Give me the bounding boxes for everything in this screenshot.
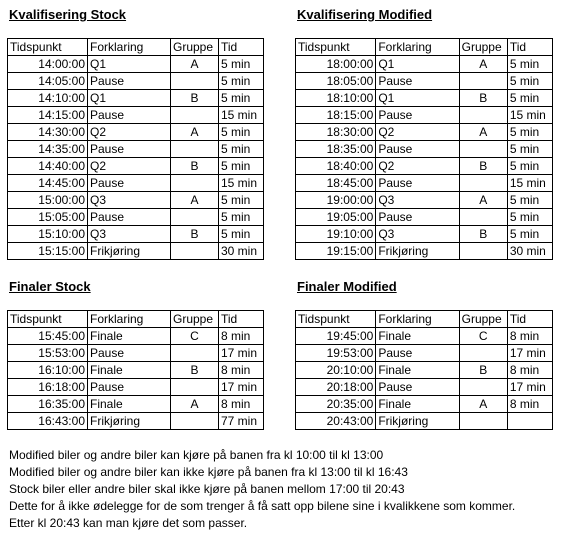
duration-cell: 8 min [507,328,552,345]
group-cell: A [459,56,507,73]
schedule-table-kvalifisering-stock [7,38,264,260]
table-row [8,141,264,158]
time-cell: 18:05:00 [296,73,376,90]
duration-cell: 5 min [219,209,264,226]
note-line: Modified biler og andre biler kan kjøre på banen fra kl 10:00 til kl 13:00 [9,448,384,462]
column-header: Tidspunkt [8,39,88,56]
description-cell: Q2 [376,158,459,175]
duration-cell: 5 min [219,141,264,158]
group-cell: A [459,124,507,141]
table-row [296,90,553,107]
column-header: Gruppe [171,39,219,56]
time-cell: 16:43:00 [8,413,88,430]
duration-cell: 17 min [507,345,552,362]
time-cell: 14:00:00 [8,56,88,73]
time-cell: 18:30:00 [296,124,376,141]
duration-cell: 30 min [507,243,552,260]
column-header: Gruppe [459,311,507,328]
description-cell: Pause [376,175,459,192]
description-cell: Q1 [88,56,171,73]
duration-cell: 5 min [507,158,552,175]
column-header: Forklaring [376,39,459,56]
description-cell: Frikjøring [376,413,459,430]
time-cell: 19:45:00 [296,328,376,345]
duration-cell: 5 min [507,226,552,243]
time-cell: 20:18:00 [296,379,376,396]
group-cell [171,379,219,396]
group-cell: B [459,90,507,107]
group-cell: A [171,124,219,141]
time-cell: 14:05:00 [8,73,88,90]
duration-cell: 8 min [219,396,264,413]
duration-cell: 15 min [219,107,264,124]
column-header: Forklaring [88,311,171,328]
time-cell: 16:10:00 [8,362,88,379]
table-row [8,396,264,413]
description-cell: Finale [376,328,459,345]
time-cell: 15:10:00 [8,226,88,243]
duration-cell: 5 min [507,90,552,107]
group-cell [459,379,507,396]
table-row [8,226,264,243]
time-cell: 16:18:00 [8,379,88,396]
table-row [8,192,264,209]
group-cell [171,209,219,226]
time-cell: 19:15:00 [296,243,376,260]
group-cell: B [171,362,219,379]
duration-cell: 5 min [219,226,264,243]
table-row [296,209,553,226]
table-row [296,226,553,243]
group-cell: A [171,192,219,209]
table-row [296,413,553,430]
table-row [296,107,553,124]
duration-cell: 5 min [507,124,552,141]
group-cell [171,175,219,192]
description-cell: Finale [88,396,171,413]
duration-cell: 5 min [219,56,264,73]
time-cell: 20:10:00 [296,362,376,379]
duration-cell: 5 min [219,90,264,107]
description-cell: Pause [376,107,459,124]
table-row [8,107,264,124]
table-title-kvalifisering-stock: Kvalifisering Stock [9,7,127,22]
table-title-finaler-stock: Finaler Stock [9,279,91,294]
group-cell [459,107,507,124]
column-header: Tid [219,311,264,328]
table-row [8,158,264,175]
group-cell [459,73,507,90]
description-cell: Q3 [88,226,171,243]
note-line: Dette for å ikke ødelegge for de som trenger å få satt opp bilene sine i kvalikkene som kommer. [9,499,516,513]
table-row [296,328,553,345]
table-row [8,56,264,73]
time-cell: 15:53:00 [8,345,88,362]
description-cell: Frikjøring [88,413,171,430]
group-cell [171,243,219,260]
duration-cell: 5 min [507,141,552,158]
table-row [8,413,264,430]
table-row [296,192,553,209]
description-cell: Q3 [88,192,171,209]
group-cell: C [459,328,507,345]
duration-cell: 8 min [507,396,552,413]
group-cell [459,243,507,260]
group-cell: A [459,192,507,209]
column-header: Forklaring [88,39,171,56]
time-cell: 20:43:00 [296,413,376,430]
header-row [296,39,553,56]
description-cell: Q1 [88,90,171,107]
description-cell: Pause [88,345,171,362]
table-row [8,124,264,141]
table-row [8,90,264,107]
description-cell: Pause [88,209,171,226]
table-row [296,56,553,73]
group-cell: A [171,396,219,413]
table-row [8,175,264,192]
time-cell: 14:30:00 [8,124,88,141]
schedule-table-finaler-stock [7,310,264,430]
time-cell: 14:45:00 [8,175,88,192]
duration-cell: 15 min [507,175,552,192]
description-cell: Q2 [376,124,459,141]
duration-cell: 17 min [507,379,552,396]
column-header: Tidspunkt [8,311,88,328]
group-cell: B [171,158,219,175]
table-row [8,345,264,362]
duration-cell: 15 min [507,107,552,124]
description-cell: Pause [376,141,459,158]
group-cell [171,413,219,430]
group-cell [171,345,219,362]
table-row [8,73,264,90]
description-cell: Frikjøring [88,243,171,260]
time-cell: 14:15:00 [8,107,88,124]
time-cell: 18:00:00 [296,56,376,73]
description-cell: Pause [88,379,171,396]
note-line: Modified biler og andre biler kan ikke kjøre på banen fra kl 13:00 til kl 16:43 [9,465,408,479]
description-cell: Finale [376,362,459,379]
description-cell: Finale [376,396,459,413]
column-header: Tid [219,39,264,56]
duration-cell [507,413,552,430]
group-cell [171,141,219,158]
description-cell: Finale [88,328,171,345]
time-cell: 19:10:00 [296,226,376,243]
group-cell [459,413,507,430]
table-title-finaler-modified: Finaler Modified [297,279,397,294]
header-row [8,39,264,56]
duration-cell: 5 min [507,73,552,90]
group-cell [459,141,507,158]
time-cell: 19:00:00 [296,192,376,209]
time-cell: 15:00:00 [8,192,88,209]
group-cell: B [171,90,219,107]
table-row [296,396,553,413]
duration-cell: 15 min [219,175,264,192]
column-header: Gruppe [171,311,219,328]
group-cell: B [171,226,219,243]
description-cell: Frikjøring [376,243,459,260]
column-header: Tid [507,311,552,328]
group-cell: A [459,396,507,413]
table-row [8,379,264,396]
duration-cell: 8 min [507,362,552,379]
time-cell: 14:35:00 [8,141,88,158]
notes-block [9,447,559,532]
group-cell: A [171,56,219,73]
column-header: Tidspunkt [296,311,376,328]
duration-cell: 5 min [507,192,552,209]
description-cell: Q1 [376,56,459,73]
table-row [296,124,553,141]
time-cell: 14:40:00 [8,158,88,175]
description-cell: Pause [88,107,171,124]
time-cell: 18:45:00 [296,175,376,192]
description-cell: Pause [376,345,459,362]
duration-cell: 5 min [219,192,264,209]
column-header: Gruppe [459,39,507,56]
time-cell: 20:35:00 [296,396,376,413]
description-cell: Pause [88,141,171,158]
table-row [296,345,553,362]
description-cell: Pause [88,73,171,90]
description-cell: Q1 [376,90,459,107]
group-cell: B [459,362,507,379]
group-cell [459,175,507,192]
description-cell: Q2 [88,158,171,175]
time-cell: 18:10:00 [296,90,376,107]
duration-cell: 5 min [507,209,552,226]
group-cell [171,107,219,124]
group-cell: C [171,328,219,345]
time-cell: 15:45:00 [8,328,88,345]
table-row [296,175,553,192]
description-cell: Q2 [88,124,171,141]
column-header: Forklaring [376,311,459,328]
time-cell: 19:53:00 [296,345,376,362]
time-cell: 18:15:00 [296,107,376,124]
description-cell: Pause [88,175,171,192]
duration-cell: 5 min [219,73,264,90]
group-cell [171,73,219,90]
note-line: Stock biler eller andre biler skal ikke kjøre på banen mellom 17:00 til 20:43 [9,482,405,496]
duration-cell: 8 min [219,362,264,379]
description-cell: Q3 [376,226,459,243]
duration-cell: 5 min [219,158,264,175]
description-cell: Q3 [376,192,459,209]
duration-cell: 8 min [219,328,264,345]
description-cell: Finale [88,362,171,379]
table-row [296,73,553,90]
description-cell: Pause [376,379,459,396]
group-cell [459,345,507,362]
table-row [8,362,264,379]
time-cell: 19:05:00 [296,209,376,226]
group-cell [459,209,507,226]
table-title-kvalifisering-modified: Kvalifisering Modified [297,7,433,22]
time-cell: 14:10:00 [8,90,88,107]
header-row [296,311,553,328]
column-header: Tid [507,39,552,56]
duration-cell: 17 min [219,345,264,362]
duration-cell: 5 min [219,124,264,141]
description-cell: Pause [376,73,459,90]
table-row [296,362,553,379]
table-row [296,243,553,260]
note-line: Etter kl 20:43 kan man kjøre det som passer. [9,516,248,530]
time-cell: 18:40:00 [296,158,376,175]
time-cell: 18:35:00 [296,141,376,158]
table-row [296,379,553,396]
duration-cell: 17 min [219,379,264,396]
header-row [8,311,264,328]
column-header: Tidspunkt [296,39,376,56]
schedule-table-finaler-modified [295,310,553,430]
group-cell: B [459,226,507,243]
duration-cell: 30 min [219,243,264,260]
time-cell: 15:15:00 [8,243,88,260]
table-row [296,141,553,158]
table-row [8,328,264,345]
table-row [296,158,553,175]
schedule-table-kvalifisering-modified [295,38,553,260]
time-cell: 15:05:00 [8,209,88,226]
duration-cell: 77 min [219,413,264,430]
duration-cell: 5 min [507,56,552,73]
time-cell: 16:35:00 [8,396,88,413]
description-cell: Pause [376,209,459,226]
group-cell: B [459,158,507,175]
table-row [8,209,264,226]
table-row [8,243,264,260]
